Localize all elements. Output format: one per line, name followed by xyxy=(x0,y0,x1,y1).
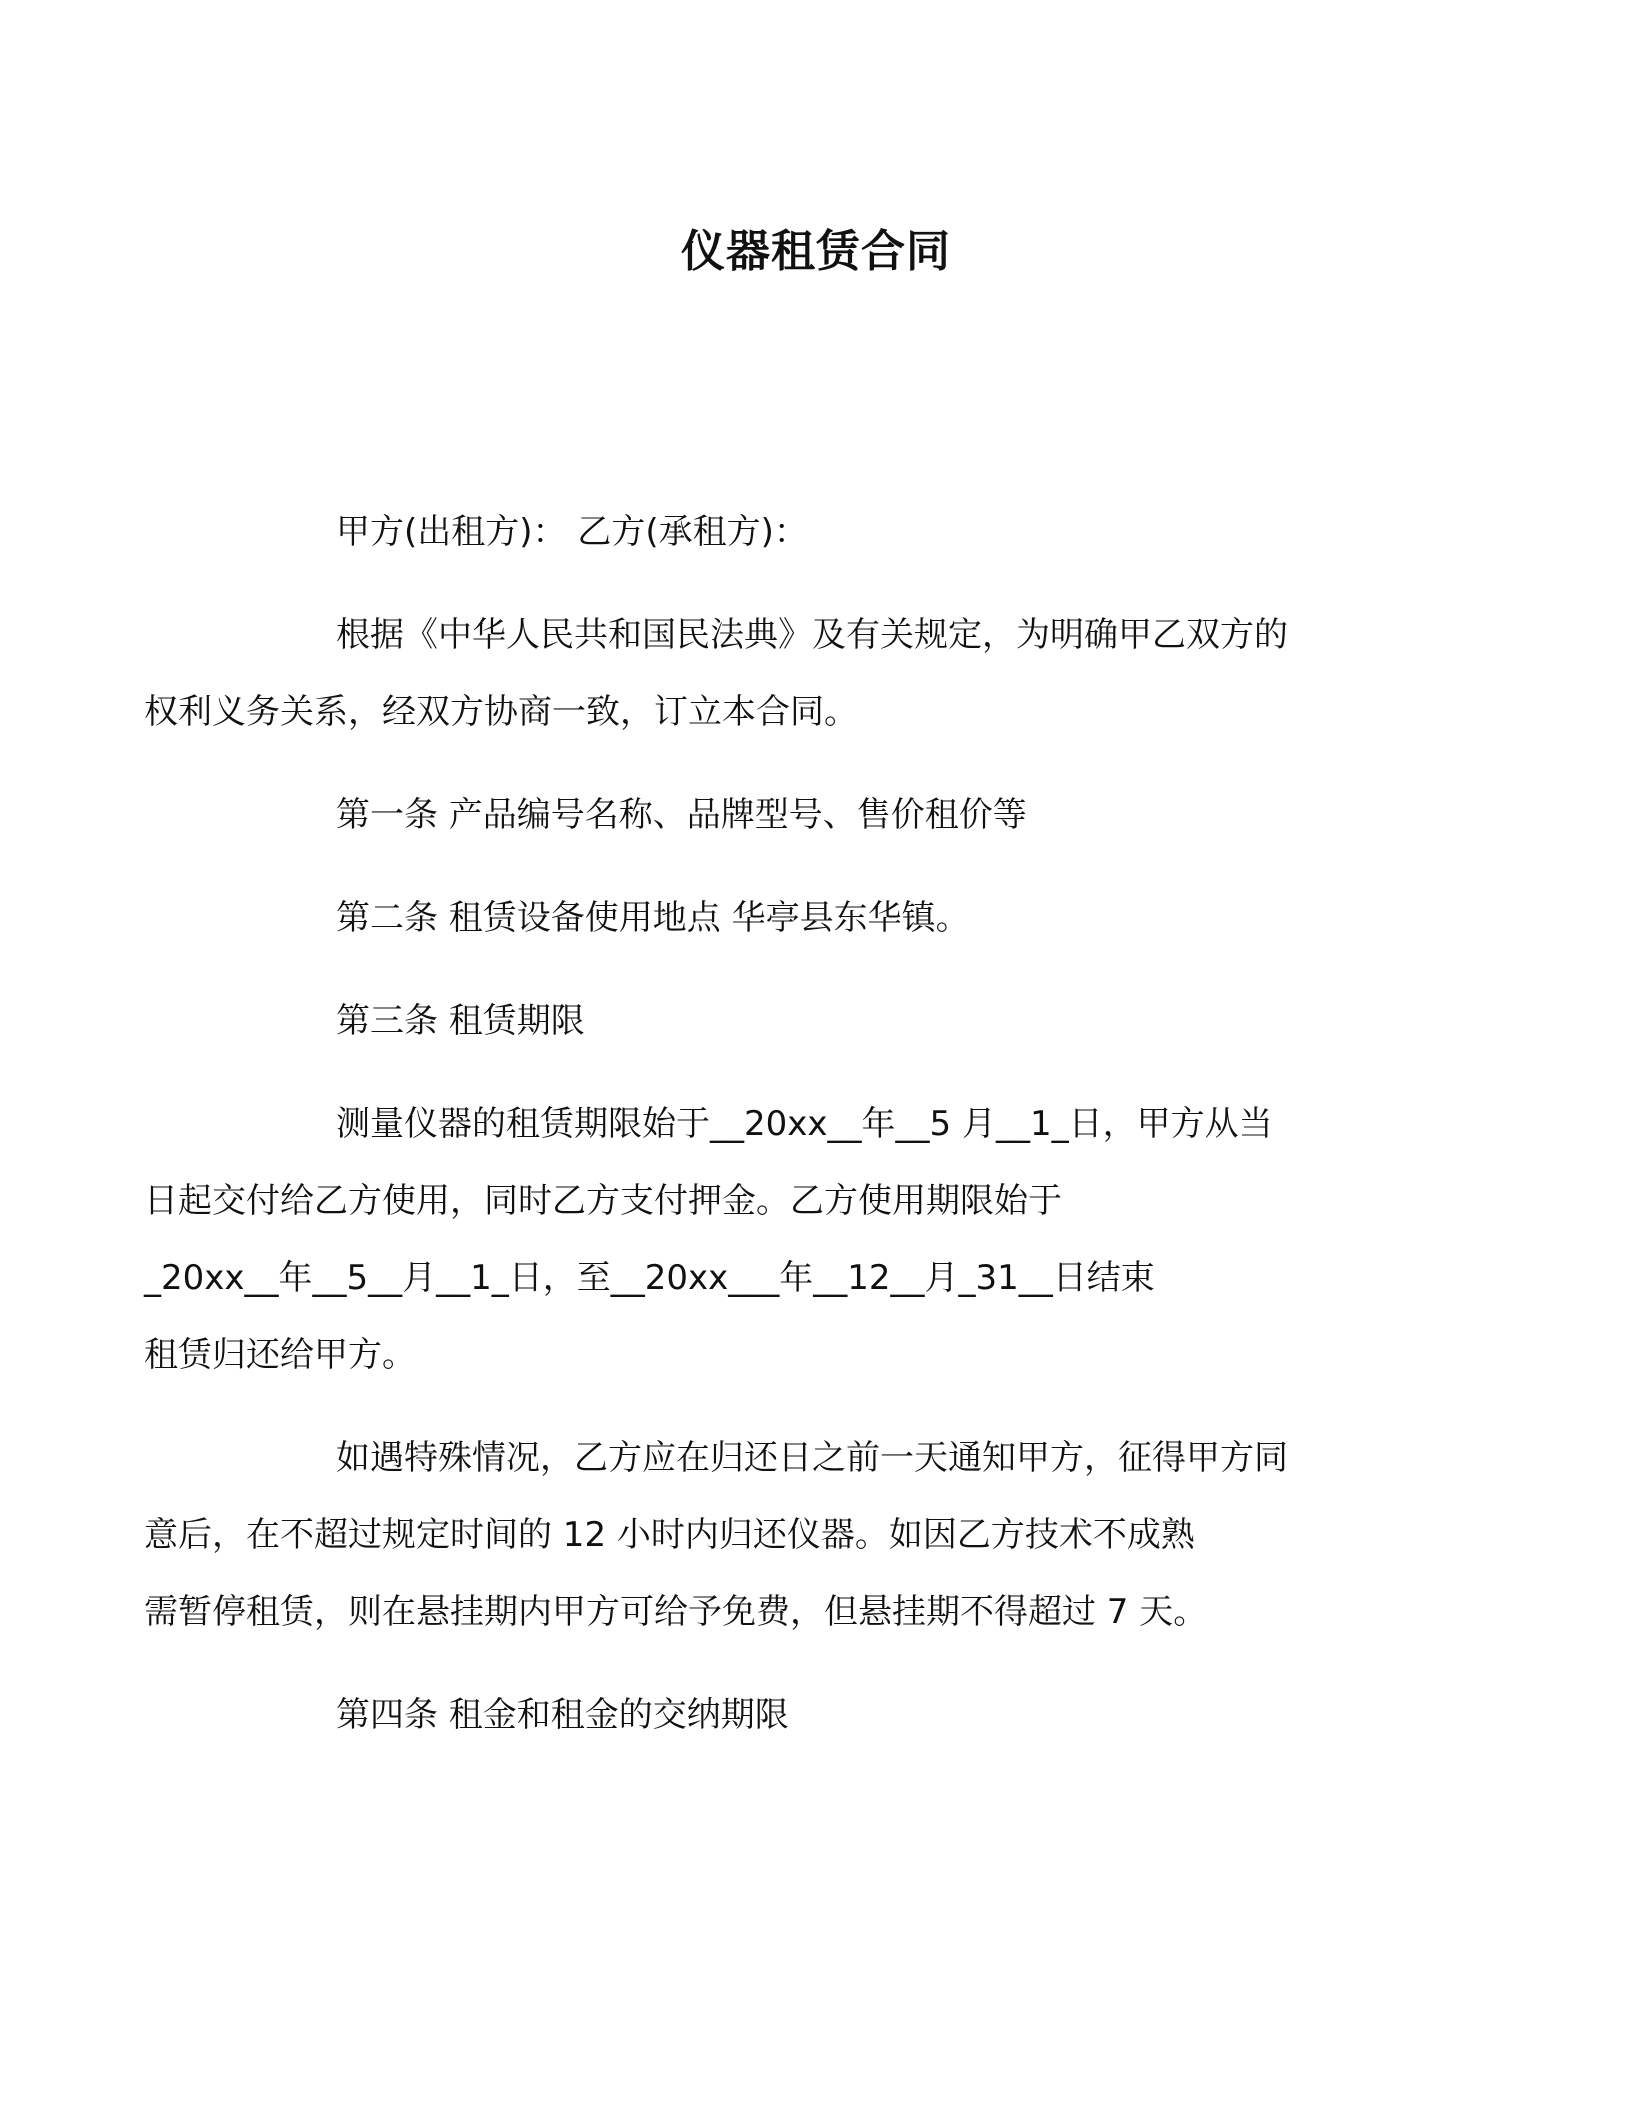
document-body xyxy=(144,494,1380,1780)
document-title: 仪器租赁合同 xyxy=(681,226,951,277)
term-line-1: 测量仪器的租赁期限始于__20xx__年__5 月__1_日，甲方从当 xyxy=(336,1104,1273,1144)
term-paragraph xyxy=(144,1086,1380,1394)
article-4-heading: 第四条 租金和租金的交纳期限 xyxy=(336,1695,789,1735)
article-1-heading: 第一条 产品编号名称、品牌型号、售价租价等 xyxy=(336,795,1027,835)
intro-line-1: 根据《中华人民共和国民法典》及有关规定，为明确甲乙双方的 xyxy=(336,615,1288,655)
special-paragraph xyxy=(144,1420,1380,1651)
special-line-2: 意后，在不超过规定时间的 12 小时内归还仪器。如因乙方技术不成熟 xyxy=(144,1515,1195,1555)
article-3-heading: 第三条 租赁期限 xyxy=(336,1001,585,1041)
term-line-4: 租赁归还给甲方。 xyxy=(144,1335,416,1375)
term-line-2: 日起交付给乙方使用，同时乙方支付押金。乙方使用期限始于 xyxy=(144,1181,1062,1221)
term-line-3: _20xx__年__5__月__1_日，至__20xx___年__12__月_31__日结束 xyxy=(144,1258,1155,1298)
intro-paragraph xyxy=(144,597,1380,751)
special-line-3: 需暂停租赁，则在悬挂期内甲方可给予免费，但悬挂期不得超过 7 天。 xyxy=(144,1592,1208,1632)
parties-line: 甲方(出租方)： 乙方(承租方)： xyxy=(336,512,808,552)
intro-line-2: 权利义务关系，经双方协商一致，订立本合同。 xyxy=(144,692,858,732)
special-line-1: 如遇特殊情况，乙方应在归还日之前一天通知甲方，征得甲方同 xyxy=(336,1438,1288,1478)
article-2-heading: 第二条 租赁设备使用地点 华亭县东华镇。 xyxy=(336,898,970,938)
